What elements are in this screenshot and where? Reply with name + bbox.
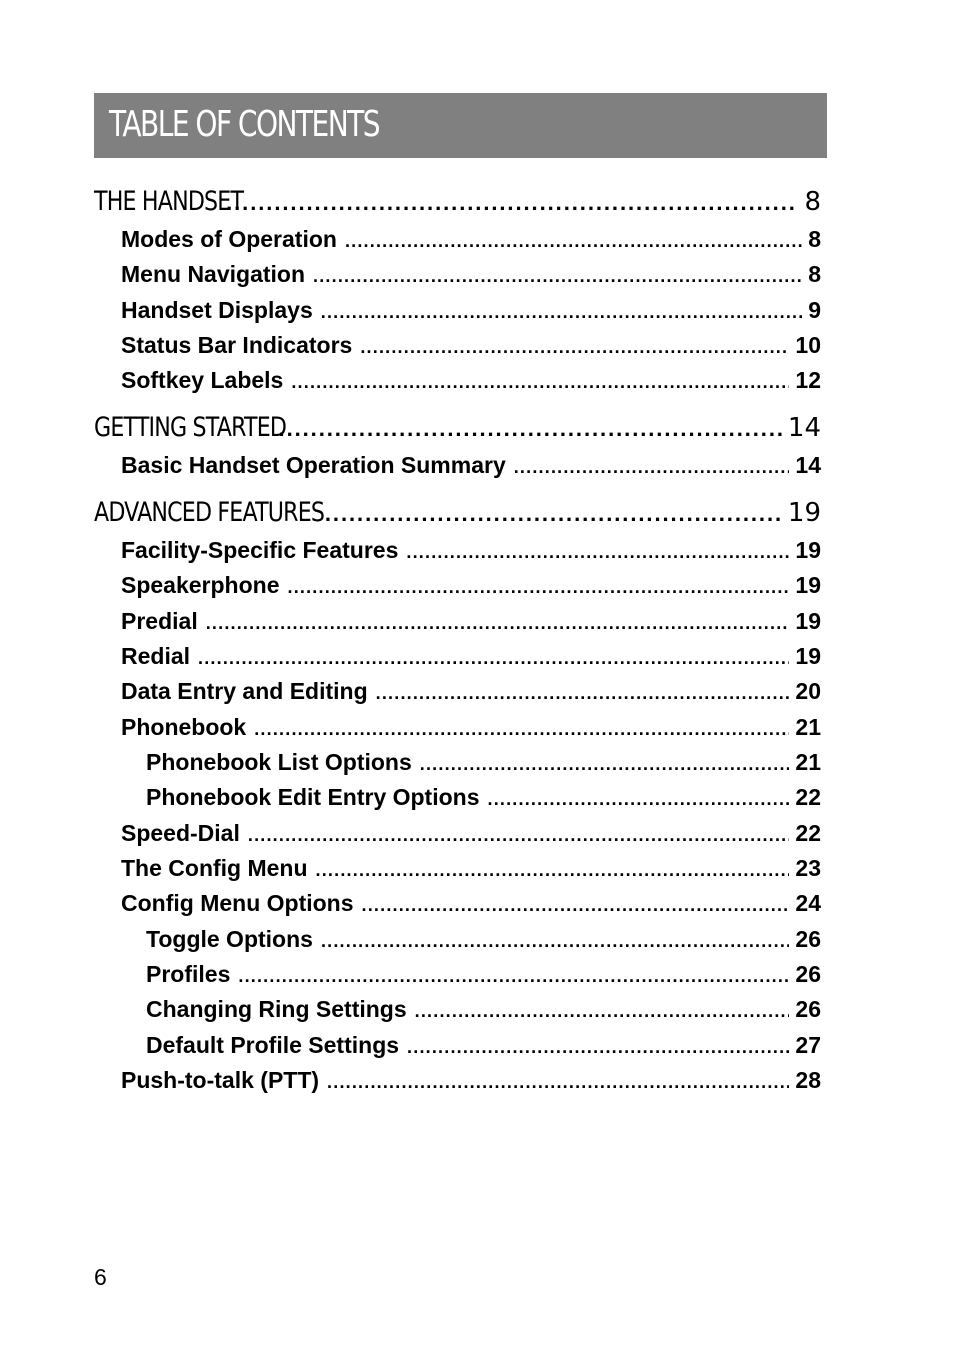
toc-entry-page: 19 <box>795 572 821 598</box>
toc-entry-phonebook-edit-entry-options[interactable] <box>146 784 821 814</box>
toc-entry-basic-handset-operation-summary[interactable] <box>121 452 821 482</box>
toc-entry-label: Menu Navigation <box>121 261 306 287</box>
toc-entry-label: The Config Menu <box>121 855 308 881</box>
page-number: 6 <box>94 1264 107 1290</box>
dot-leader <box>514 457 790 478</box>
toc-section-advanced-features[interactable] <box>94 497 821 531</box>
toc-entry-push-to-talk[interactable] <box>121 1067 821 1097</box>
toc-entry-page: 14 <box>787 413 821 443</box>
toc-entry-page: 27 <box>795 1032 821 1058</box>
toc-entry-changing-ring-settings[interactable] <box>146 996 821 1026</box>
toc-entry-default-profile-settings[interactable] <box>146 1032 821 1062</box>
toc-entry-phonebook-list-options[interactable] <box>146 749 821 779</box>
dot-leader <box>345 231 802 252</box>
dot-leader <box>291 372 789 393</box>
dot-leader <box>316 860 790 881</box>
dot-leader <box>254 719 789 740</box>
toc-entry-label: Status Bar Indicators <box>121 332 353 358</box>
toc-entry-label: Speed-Dial <box>121 820 240 846</box>
toc-entry-page: 26 <box>795 996 821 1022</box>
toc-entry-label: Phonebook <box>121 714 247 740</box>
toc-entry-label: Phonebook Edit Entry Options <box>146 784 480 810</box>
toc-entry-label: Push-to-talk (PTT) <box>121 1067 320 1093</box>
dot-leader <box>407 1037 789 1058</box>
toc-entry-softkey-labels[interactable] <box>121 367 821 397</box>
toc-entry-speed-dial[interactable] <box>121 820 821 850</box>
toc-entry-page: 8 <box>808 226 821 252</box>
toc-entry-page: 8 <box>808 261 821 287</box>
toc-entry-page: 19 <box>787 498 821 528</box>
dot-leader <box>198 648 789 669</box>
toc-entry-page: 20 <box>795 678 821 704</box>
toc-entry-page: 24 <box>795 890 821 916</box>
toc-entry-profiles[interactable] <box>146 961 821 991</box>
dot-leader <box>488 789 790 810</box>
toc-entry-page: 9 <box>808 297 821 323</box>
page-title: TABLE OF CONTENTS <box>109 104 380 145</box>
toc-entry-page: 22 <box>795 820 821 846</box>
dot-leader <box>248 825 790 846</box>
toc-entry-page: 10 <box>795 332 821 358</box>
toc-entry-page: 19 <box>795 608 821 634</box>
toc-entry-label: Phonebook List Options <box>146 749 412 775</box>
toc-entry-page: 26 <box>795 926 821 952</box>
toc-entry-page: 21 <box>795 714 821 740</box>
toc-entry-status-bar-indicators[interactable] <box>121 332 821 362</box>
toc-entry-label: Redial <box>121 643 191 669</box>
dot-leader <box>278 420 782 441</box>
dot-leader <box>321 302 802 323</box>
dot-leader <box>415 1001 790 1022</box>
toc-entry-label: Basic Handset Operation Summary <box>121 452 506 478</box>
toc-entry-label: GETTING STARTED <box>94 412 287 443</box>
toc-section-the-handset[interactable] <box>94 186 821 220</box>
toc-entry-page: 22 <box>795 784 821 810</box>
toc-entry-page: 12 <box>795 367 821 393</box>
toc-entry-label: Config Menu Options <box>121 890 354 916</box>
toc-entry-page: 21 <box>795 749 821 775</box>
toc-entry-label: Facility-Specific Features <box>121 537 399 563</box>
dot-leader <box>226 194 799 215</box>
toc-entry-label: Data Entry and Editing <box>121 678 368 704</box>
toc-entry-page: 23 <box>795 855 821 881</box>
toc-entry-data-entry-and-editing[interactable] <box>121 678 821 708</box>
dot-leader <box>420 754 790 775</box>
toc-entry-modes-of-operation[interactable] <box>121 226 821 256</box>
toc-entry-handset-displays[interactable] <box>121 297 821 327</box>
toc-entry-speakerphone[interactable] <box>121 572 821 602</box>
toc-entry-page: 28 <box>795 1067 821 1093</box>
dot-leader <box>206 613 790 634</box>
toc-entry-label: Handset Displays <box>121 297 313 323</box>
dot-leader <box>360 337 789 358</box>
toc-entry-predial[interactable] <box>121 608 821 638</box>
dot-leader <box>406 542 789 563</box>
toc-entry-label: Profiles <box>146 961 231 987</box>
toc-entry-page: 14 <box>795 452 821 478</box>
toc-entry-label: Speakerphone <box>121 572 280 598</box>
toc-entry-page: 8 <box>804 187 821 217</box>
dot-leader <box>362 895 790 916</box>
toc-entry-menu-navigation[interactable] <box>121 261 821 291</box>
toc-entry-redial[interactable] <box>121 643 821 673</box>
toc-entry-page: 19 <box>795 537 821 563</box>
dot-leader <box>376 683 790 704</box>
toc-entry-label: Changing Ring Settings <box>146 996 407 1022</box>
toc-section-getting-started[interactable] <box>94 412 821 446</box>
dot-leader <box>238 966 789 987</box>
dot-leader <box>327 1072 789 1093</box>
toc-entry-label: Modes of Operation <box>121 226 337 252</box>
dot-leader <box>321 931 789 952</box>
toc-entry-label: Toggle Options <box>146 926 313 952</box>
toc-entry-phonebook[interactable] <box>121 714 821 744</box>
dot-leader <box>288 577 790 598</box>
toc-entry-label: ADVANCED FEATURES <box>94 497 325 528</box>
toc-entry-label: Softkey Labels <box>121 367 284 393</box>
dot-leader <box>313 266 802 287</box>
toc-entry-toggle-options[interactable] <box>146 926 821 956</box>
toc-entry-page: 19 <box>795 643 821 669</box>
toc-entry-the-config-menu[interactable] <box>121 855 821 885</box>
toc-entry-page: 26 <box>795 961 821 987</box>
toc-entry-label: THE HANDSET <box>94 186 244 217</box>
toc-entry-facility-specific-features[interactable] <box>121 537 821 567</box>
toc-entry-label: Predial <box>121 608 198 634</box>
toc-entry-config-menu-options[interactable] <box>121 890 821 920</box>
dot-leader <box>325 505 782 526</box>
toc-entry-label: Default Profile Settings <box>146 1032 400 1058</box>
